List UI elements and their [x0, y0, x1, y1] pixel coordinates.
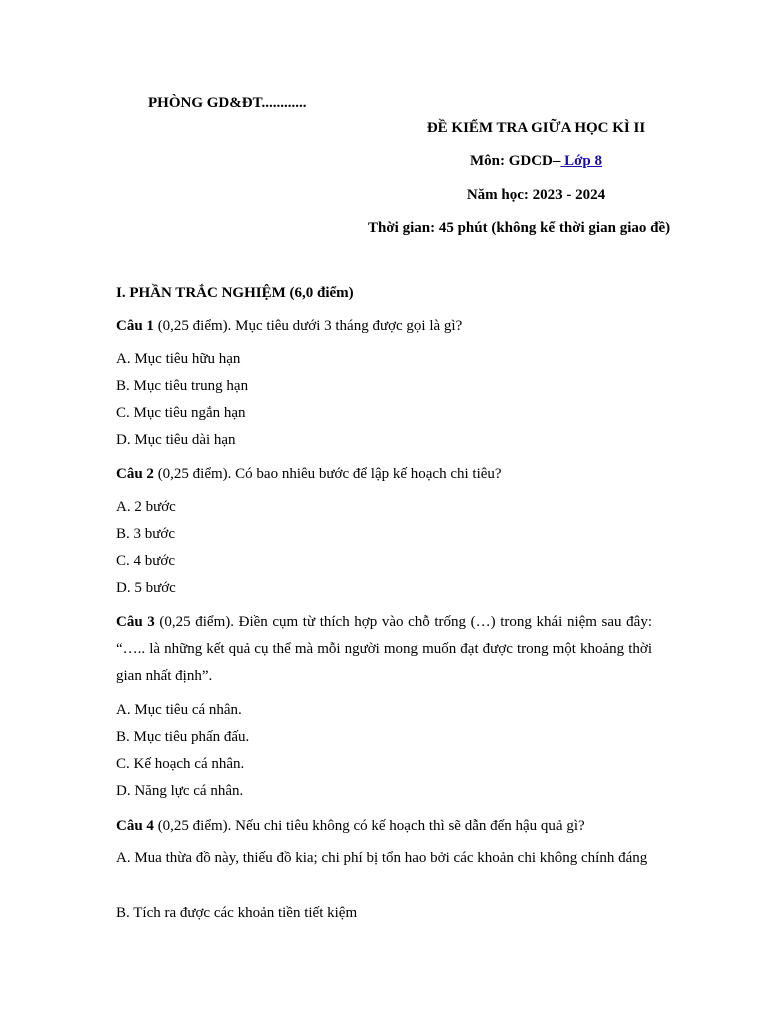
exam-duration: Thời gian: 45 phút (không kể thời gian giao đề): [368, 220, 671, 236]
option-4a: A. Mua thừa đồ này, thiếu đồ kia; chi phí bị tổn hao bởi các khoản chi không chính đáng: [116, 850, 648, 866]
option-3a: A. Mục tiêu cá nhân.: [116, 702, 242, 718]
option-2a: A. 2 bước: [116, 499, 176, 515]
option-1a: A. Mục tiêu hữu hạn: [116, 351, 241, 367]
question-1: [116, 313, 652, 340]
option-3b: B. Mục tiêu phấn đấu.: [116, 729, 250, 745]
question-label: Câu 2: [116, 466, 154, 482]
option-1d: D. Mục tiêu dài hạn: [116, 432, 236, 448]
question-label: Câu 4: [116, 818, 154, 834]
question-text: (0,25 điểm). Nếu chi tiêu không có kế hoạch thì sẽ dẫn đến hậu quả gì?: [153, 818, 585, 834]
question-label: Câu 3: [116, 614, 155, 630]
department-label: PHÒNG GD&ĐT............: [148, 95, 307, 111]
question-4: [116, 813, 652, 840]
school-year: Năm học: 2023 - 2024: [466, 187, 606, 203]
option-2b: B. 3 bước: [116, 526, 175, 542]
exam-title: ĐỀ KIỂM TRA GIỮA HỌC KÌ II: [426, 120, 646, 136]
section-title: I. PHẦN TRẮC NGHIỆM (6,0 điểm): [116, 285, 354, 301]
question-text: (0,25 điểm). Mục tiêu dưới 3 tháng được gọi là gì?: [153, 318, 463, 334]
question-2: [116, 461, 652, 488]
option-2d: D. 5 bước: [116, 580, 176, 596]
question-label: Câu 1: [116, 318, 154, 334]
subject-prefix: Môn: GDCD–: [469, 153, 561, 169]
option-3c: C. Kế hoạch cá nhân.: [116, 756, 245, 772]
option-4b: B. Tích ra được các khoản tiền tiết kiệm: [116, 905, 358, 921]
question-3: [116, 609, 652, 690]
subject-line: [330, 152, 742, 170]
option-1c: C. Mục tiêu ngắn hạn: [116, 405, 246, 421]
option-1b: B. Mục tiêu trung hạn: [116, 378, 249, 394]
option-2c: C. 4 bước: [116, 553, 175, 569]
grade-link[interactable]: Lớp 8: [560, 153, 603, 169]
option-3d: D. Năng lực cá nhân.: [116, 783, 244, 799]
question-text: (0,25 điểm). Có bao nhiêu bước để lập kế hoạch chi tiêu?: [153, 466, 502, 482]
question-text: (0,25 điểm). Điền cụm từ thích hợp vào chỗ trống (…) trong khái niệm sau đây: “….. là những kết quả cụ thể mà mỗi người mong muốn đạt được trong một khoảng thời gian nhất định”.: [116, 614, 652, 684]
